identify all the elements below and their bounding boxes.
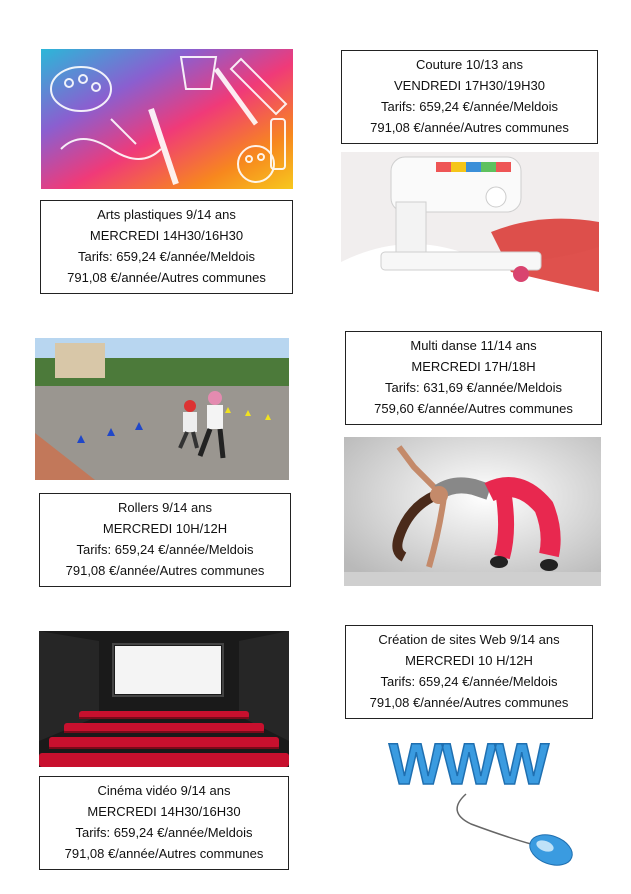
activity-schedule: VENDREDI 17H30/19H30 — [393, 78, 546, 93]
activity-tarif-other: 791,08 €/année/Autres communes — [67, 270, 266, 285]
activity-tarif-other: 791,08 €/année/Autres communes — [369, 695, 569, 710]
www-mouse-image — [356, 732, 586, 870]
activity-title: Arts plastiques 9/14 ans — [97, 207, 236, 222]
activity-title: Création de sites Web 9/14 ans — [378, 632, 560, 647]
www-graphic-text: WWW — [388, 732, 548, 797]
roller-skating-image — [35, 338, 289, 480]
activity-tarif-local: Tarifs: 659,24 €/année/Meldois — [77, 249, 256, 264]
art-supplies-image — [41, 49, 293, 189]
activity-tarif-local: Tarifs: 659,24 €/année/Meldois — [76, 542, 254, 557]
activity-title: Multi danse 11/14 ans — [410, 338, 537, 353]
activity-tarif-other: 759,60 €/année/Autres communes — [374, 401, 573, 416]
couture-info-box — [341, 50, 598, 144]
activity-title: Rollers 9/14 ans — [118, 500, 212, 515]
activity-schedule: MERCREDI 10H/12H — [102, 521, 228, 536]
rollers-info-box — [39, 493, 291, 587]
activity-title: Cinéma vidéo 9/14 ans — [97, 783, 231, 798]
activity-schedule: MERCREDI 10 H/12H — [405, 653, 533, 668]
activity-tarif-other: 791,08 €/année/Autres communes — [65, 563, 265, 578]
arts-info-box — [40, 200, 293, 294]
activity-tarif-local: Tarifs: 659,24 €/année/Meldois — [380, 674, 558, 689]
web-info-box — [345, 625, 593, 719]
danse-info-box — [345, 331, 602, 425]
cinema-hall-image — [39, 631, 289, 767]
activity-schedule: MERCREDI 14H30/16H30 — [89, 228, 244, 243]
activity-schedule: MERCREDI 17H/18H — [411, 359, 536, 374]
activity-tarif-other: 791,08 €/année/Autres communes — [370, 120, 569, 135]
activity-tarif-local: Tarifs: 631,69 €/année/Meldois — [384, 380, 563, 395]
dancer-image — [344, 437, 601, 586]
activity-tarif-local: Tarifs: 659,24 €/année/Meldois — [75, 825, 253, 840]
activity-schedule: MERCREDI 14H30/16H30 — [87, 804, 241, 819]
activity-title: Couture 10/13 ans — [416, 57, 523, 72]
activity-tarif-local: Tarifs: 659,24 €/année/Meldois — [380, 99, 559, 114]
activity-tarif-other: 791,08 €/année/Autres communes — [64, 846, 264, 861]
cinema-info-box — [39, 776, 289, 870]
sewing-machine-image — [341, 152, 599, 298]
